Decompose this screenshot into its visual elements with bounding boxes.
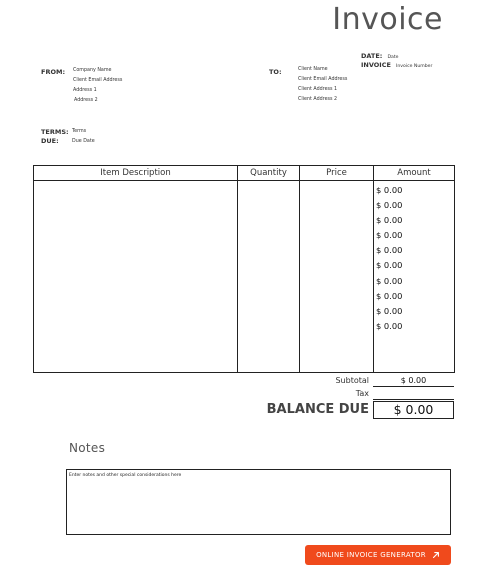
amount-cell: $ 0.00	[376, 290, 403, 301]
terms-label: TERMS:	[41, 128, 69, 136]
subtotal-value: $ 0.00	[373, 376, 454, 387]
from-email[interactable]: Client Email Address	[73, 78, 123, 83]
header-item-description: Item Description	[34, 166, 238, 181]
to-address-2[interactable]: Client Address 2	[298, 97, 338, 102]
date-label: DATE:	[361, 52, 383, 60]
amount-cell: $ 0.00	[376, 215, 403, 226]
to-address-1[interactable]: Client Address 1	[298, 87, 338, 92]
amount-cell: $ 0.00	[376, 275, 403, 286]
amount-cell: $ 0.00	[376, 320, 403, 331]
due-date-value[interactable]: Due Date	[72, 139, 95, 144]
amount-cell: $ 0.00	[376, 260, 403, 271]
online-invoice-generator-button[interactable]	[305, 545, 451, 565]
from-label: FROM:	[41, 68, 66, 76]
invoice-number-value[interactable]: Invoice Number	[396, 64, 433, 69]
from-company-name[interactable]: Company Name	[73, 68, 112, 73]
header-quantity: Quantity	[238, 166, 300, 181]
balance-due-value: $ 0.00	[373, 401, 454, 419]
table-header-row	[34, 166, 455, 181]
amount-cell: $ 0.00	[376, 305, 403, 316]
item-description-column[interactable]	[34, 181, 238, 373]
header-amount: Amount	[374, 166, 455, 181]
to-label: TO:	[269, 68, 282, 76]
invoice-title: Invoice	[332, 2, 443, 37]
terms-value[interactable]: Terms	[72, 129, 87, 134]
from-address-2[interactable]: Address 2	[74, 98, 98, 103]
amount-column	[374, 181, 455, 373]
invoice-number-row	[361, 52, 432, 71]
to-client-name[interactable]: Client Name	[298, 67, 328, 72]
cta-label: ONLINE INVOICE GENERATOR	[316, 551, 426, 559]
due-label: DUE:	[41, 137, 59, 145]
subtotal-label: Subtotal	[335, 376, 369, 385]
notes-textarea[interactable]	[66, 469, 451, 535]
price-column[interactable]	[300, 181, 374, 373]
amount-cell: $ 0.00	[376, 230, 403, 241]
balance-due-label: BALANCE DUE	[266, 402, 369, 417]
header-price: Price	[300, 166, 374, 181]
from-address-1[interactable]: Address 1	[73, 88, 97, 93]
table-row	[34, 181, 455, 373]
notes-title: Notes	[69, 441, 106, 455]
amount-cell: $ 0.00	[376, 185, 403, 195]
quantity-column[interactable]	[238, 181, 300, 373]
items-table	[33, 165, 455, 373]
arrow-up-right-icon	[432, 551, 440, 559]
to-email[interactable]: Client Email Address	[298, 77, 348, 82]
tax-input[interactable]	[373, 388, 454, 400]
tax-label: Tax	[355, 389, 369, 398]
amount-cell: $ 0.00	[376, 200, 403, 211]
notes-placeholder: Enter notes and other special considerations here	[69, 473, 182, 478]
amount-cell: $ 0.00	[376, 245, 403, 256]
date-value[interactable]: Date	[387, 55, 399, 60]
invoice-label: INVOICE	[361, 61, 391, 69]
